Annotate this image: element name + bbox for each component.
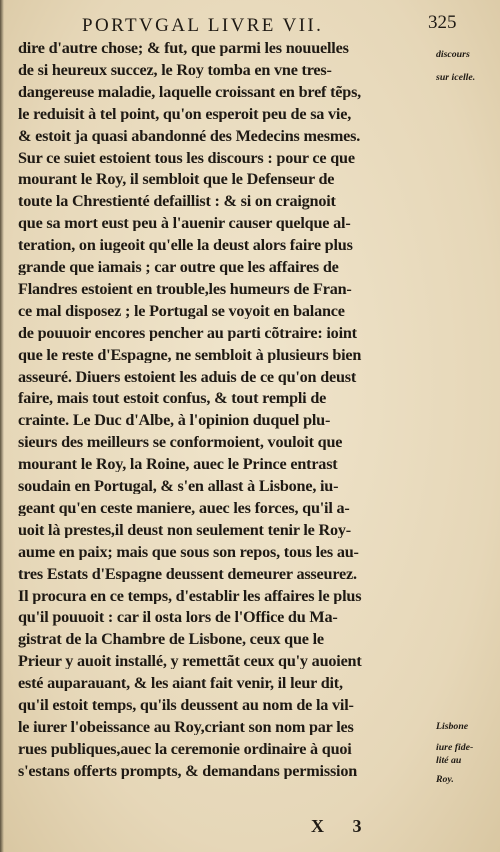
text-line: s'estans offerts prompts, & demandans permission: [18, 762, 358, 779]
text-line: rues publiques,auec la ceremonie ordinaire à quoi: [18, 740, 352, 757]
text-line: de pouuoir encores pencher au parti cõtraire: ioint: [18, 324, 357, 341]
text-line: grande que iamais ; car outre que les affaires de: [18, 259, 339, 276]
margin-note: sur icelle.: [436, 72, 476, 83]
text-line: teration, on iugeoit qu'elle la deust alors faire plus: [18, 237, 353, 254]
margin-note: Lisbone: [436, 721, 469, 732]
text-line: Prieur y auoit installé, y remettãt ceux qu'y auoient: [18, 653, 362, 670]
text-line: qu'il pouuoit : car il osta lors de l'Office du Ma-: [18, 609, 338, 626]
body-text: [18, 40, 436, 800]
text-line: asseuré. Diuers estoient les aduis de ce qu'on deust: [18, 368, 357, 385]
text-line: tres Estats d'Espagne deussent demeurer asseurez.: [18, 565, 357, 582]
text-line: geant qu'en ceste maniere, auec les forces, qu'il a-: [18, 499, 350, 517]
margin-note: lité au: [436, 755, 462, 766]
text-line: soudain en Portugal, & s'en allast à Lisbone, iu-: [18, 478, 339, 495]
text-line: gistrat de la Chambre de Lisbone, ceux que le: [18, 631, 324, 648]
text-line: esté auparauant, & les aiant fait venir, il leur dit,: [18, 675, 343, 692]
text-line: mourant le Roy, la Roine, auec le Prince entrast: [18, 456, 338, 473]
text-line: Flandres estoient en trouble,les humeurs de Fran-: [18, 280, 352, 298]
text-line: sieurs des meilleurs se conformoient, vouloit que: [18, 434, 343, 451]
text-line: de si heureux succez, le Roy tomba en vne tres-: [18, 61, 332, 79]
text-line: dire d'autre chose; & fut, que parmi les nouuelles: [18, 40, 349, 57]
text-line: ce mal disposez ; le Portugal se voyoit en balance: [18, 302, 345, 319]
page-header: [0, 10, 500, 40]
text-line: que le reste d'Espagne, ne sembloit à plusieurs bien: [18, 346, 362, 363]
text-line: dangereuse maladie, laquelle croissant en bref tẽps,: [18, 83, 362, 100]
running-head: PORTVGAL LIVRE VII.: [82, 15, 324, 36]
page-gutter-shadow: [0, 0, 4, 852]
text-line: qu'il estoit temps, qu'ils deussent au nom de la vil-: [18, 697, 354, 714]
text-line: Sur ce suiet estoient tous les discours : pour ce que: [18, 149, 355, 166]
signature-mark: [0, 816, 500, 840]
margin-notes: [436, 46, 500, 806]
text-line: le iurer l'obeissance au Roy,criant son nom par les: [18, 718, 354, 736]
text-line: aume en paix; mais que sous son repos, tous les au-: [18, 543, 359, 560]
signature-text: X 3: [311, 816, 374, 836]
text-line: Il procura en ce temps, d'establir les affaires le plus: [18, 587, 362, 604]
text-line: faire, mais tout estoit confus, & tout rempli de: [18, 390, 327, 407]
text-line: toute la Chrestienté defaillist : & si on craignoit: [18, 193, 336, 210]
text-line: uoit là prestes,il deust non seulement tenir le Roy-: [18, 521, 351, 538]
text-line: & estoit ja quasi abandonné des Medecins mesmes.: [18, 127, 361, 144]
text-line: que sa mort eust peu à l'auenir causer quelque al-: [18, 215, 351, 232]
page-number: 325: [428, 12, 457, 33]
text-line: mourant le Roy, il sembloit que le Defenseur de: [18, 171, 335, 188]
margin-note: discours: [436, 49, 470, 60]
margin-note: iure fide-: [436, 742, 474, 753]
text-line: crainte. Le Duc d'Albe, à l'opinion duquel plu-: [18, 412, 331, 429]
margin-note: Roy.: [436, 774, 454, 785]
text-line: le reduisit à tel point, qu'on esperoit peu de sa vie,: [18, 105, 352, 122]
